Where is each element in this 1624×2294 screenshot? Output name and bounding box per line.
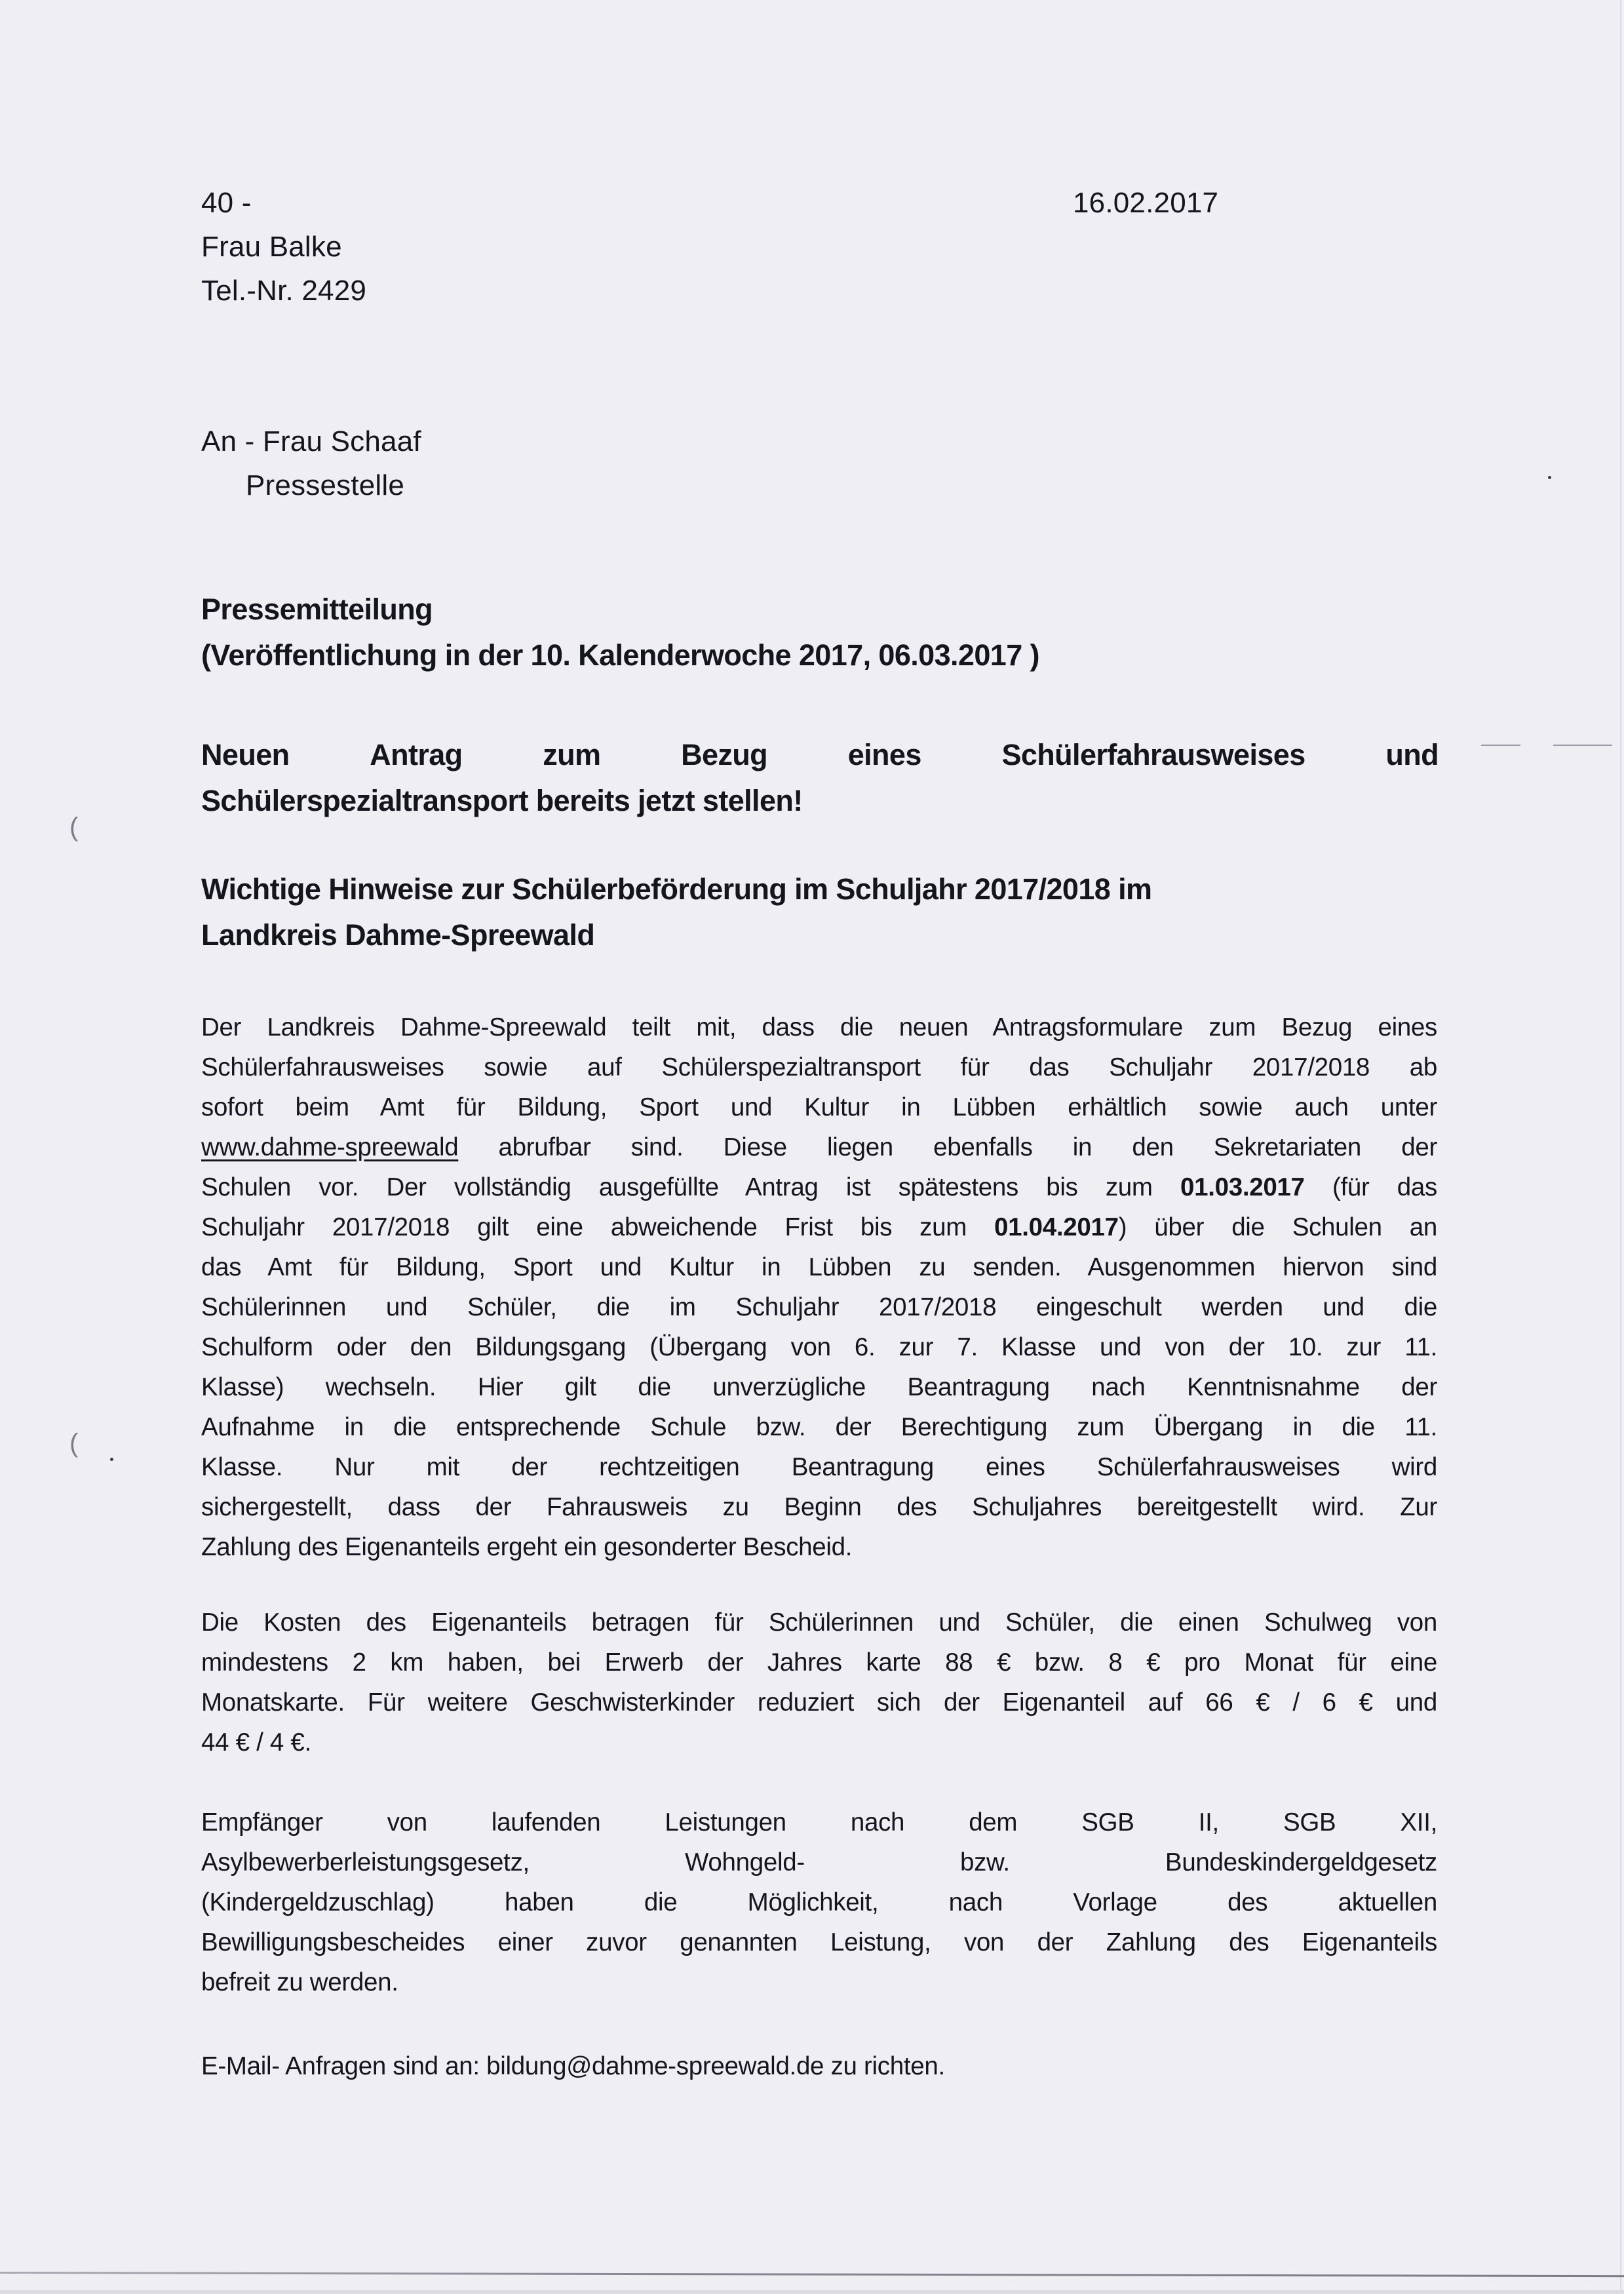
sender-department: 40 -	[201, 187, 252, 219]
text-segment: Schuljahr 2017/2018 gilt eine abweichende Frist bis zum	[201, 1213, 995, 1241]
text-line: befreit zu werden.	[201, 1968, 398, 1996]
scan-artifact-line	[1481, 745, 1520, 746]
text-line: Klasse. Nur mit der rechtzeitigen Beantragung eines Schülerfahrausweises wird	[201, 1453, 1437, 1481]
text-line: Schülerinnen und Schüler, die im Schuljahr 2017/2018 eingeschult werden und die	[201, 1293, 1437, 1321]
paragraph-costs	[201, 1603, 1437, 1762]
text-line: Monatskarte. Für weitere Geschwisterkinder reduziert sich der Eigenanteil auf 66 € / 6 € und	[201, 1688, 1437, 1717]
scan-bottom-edge	[0, 2290, 1624, 2294]
text-line: das Amt für Bildung, Sport und Kultur in Lübben zu senden. Ausgenommen hiervon sind	[201, 1253, 1437, 1281]
contact-text: E-Mail- Anfragen sind an: bildung@dahme-spreewald.de zu richten.	[201, 2052, 945, 2080]
scan-artifact-bracket: (	[69, 1429, 79, 1458]
text-segment: Schulen vor. Der vollständig ausgefüllte Antrag ist spätestens bis zum	[201, 1173, 1180, 1201]
text-line: Schülerfahrausweises sowie auf Schülerspezialtransport für das Schuljahr 2017/2018 ab	[201, 1053, 1437, 1081]
text-line: sofort beim Amt für Bildung, Sport und Kultur in Lübben erhältlich sowie auch unter	[201, 1093, 1437, 1121]
headline	[201, 732, 1439, 824]
text-line: Aufnahme in die entsprechende Schule bzw. der Berechtigung zum Übergang in die 11.	[201, 1413, 1437, 1441]
headline-word: zum	[543, 738, 601, 771]
text-line: sichergestellt, dass der Fahrausweis zu Beginn des Schuljahres bereitgestellt wird. Zur	[201, 1493, 1437, 1521]
headline-word: Schülerfahrausweises	[1001, 738, 1305, 771]
scan-artifact-dot	[1548, 476, 1551, 479]
text-line	[201, 1127, 1437, 1167]
headline-word: Antrag	[370, 738, 463, 771]
text-line: Schulform oder den Bildungsgang (Übergang von 6. zur 7. Klasse und von der 10. zur 11.	[201, 1333, 1437, 1361]
headline-word: Bezug	[681, 738, 768, 771]
headline-word: und	[1385, 738, 1439, 771]
sender-phone: Tel.-Nr. 2429	[201, 275, 367, 307]
scan-page-edge	[1620, 0, 1621, 2294]
text-line: Asylbewerberleistungsgesetz, Wohngeld- bzw. Bundeskindergeldgesetz	[201, 1848, 1437, 1876]
paragraph-exemptions	[201, 1802, 1437, 2002]
deadline-date: 01.04.2017	[994, 1213, 1119, 1241]
scan-artifact-line	[0, 2272, 1624, 2277]
text-line: Empfänger von laufenden Leistungen nach dem SGB II, SGB XII,	[201, 1808, 1437, 1837]
scan-artifact-line	[1553, 745, 1612, 746]
paragraph-application-info	[201, 1007, 1437, 1567]
subheadline-line-1: Wichtige Hinweise zur Schülerbeförderung im Schuljahr 2017/2018 im	[201, 872, 1152, 906]
press-release-title: Pressemitteilung	[201, 593, 433, 626]
text-line: mindestens 2 km haben, bei Erwerb der Jahres karte 88 € bzw. 8 € pro Monat für eine	[201, 1648, 1437, 1677]
headline-word: Neuen	[201, 738, 290, 771]
text-line: Der Landkreis Dahme-Spreewald teilt mit, dass die neuen Antragsformulare zum Bezug eines	[201, 1013, 1437, 1041]
text-line	[201, 1207, 1437, 1247]
text-line: Klasse) wechseln. Hier gilt die unverzügliche Beantragung nach Kenntnisnahme der	[201, 1373, 1437, 1401]
recipient-department: Pressestelle	[246, 469, 405, 501]
text-line: 44 € / 4 €.	[201, 1728, 311, 1757]
sender-name: Frau Balke	[201, 231, 342, 263]
headline-line-1	[201, 732, 1439, 778]
sender-block	[201, 181, 366, 313]
subheadline	[201, 866, 1446, 958]
text-line: Die Kosten des Eigenanteils betragen für Schülerinnen und Schüler, die einen Schulweg von	[201, 1608, 1437, 1637]
contact-line	[201, 2046, 1437, 2086]
scan-artifact-bracket: (	[69, 813, 79, 842]
text-segment: (für das	[1304, 1173, 1437, 1201]
recipient-name: An - Frau Schaaf	[201, 425, 421, 457]
subheadline-line-2: Landkreis Dahme-Spreewald	[201, 918, 595, 952]
press-release-heading	[201, 587, 1446, 678]
text-line: (Kindergeldzuschlag) haben die Möglichkeit, nach Vorlage des aktuellen	[201, 1888, 1437, 1916]
publication-note: (Veröffentlichung in der 10. Kalenderwoche 2017, 06.03.2017 )	[201, 638, 1039, 672]
recipient-block	[201, 419, 421, 507]
text-line: Zahlung des Eigenanteils ergeht ein gesonderter Bescheid.	[201, 1533, 853, 1561]
headline-word: eines	[847, 738, 921, 771]
text-line	[201, 1167, 1437, 1207]
scan-artifact-dot	[110, 1458, 113, 1461]
text-segment: ) über die Schulen an	[1118, 1213, 1437, 1241]
text-segment: abrufbar sind. Diese liegen ebenfalls in den Sekretariaten der	[458, 1133, 1437, 1161]
website-link[interactable]: www.dahme-spreewald	[201, 1133, 459, 1161]
headline-line-2: Schülerspezialtransport bereits jetzt stellen!	[201, 784, 803, 817]
text-line: Bewilligungsbescheides einer zuvor genannten Leistung, von der Zahlung des Eigenanteils	[201, 1928, 1437, 1956]
letter-date: 16.02.2017	[1073, 187, 1219, 219]
deadline-date: 01.03.2017	[1180, 1173, 1305, 1201]
